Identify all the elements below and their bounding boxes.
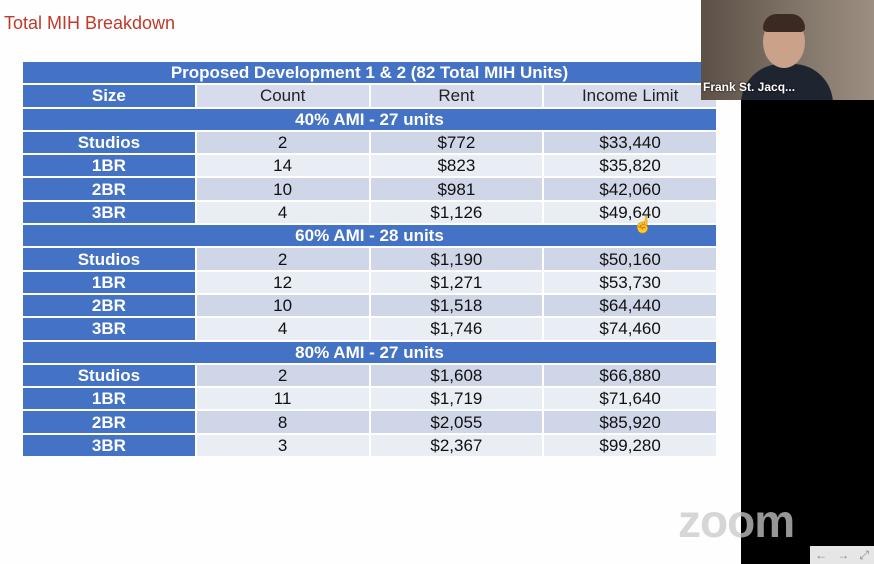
- cell-count: 10: [196, 177, 370, 200]
- group-header-80-ami: [22, 341, 717, 364]
- cell-rent: $1,719: [370, 387, 544, 410]
- cell-size: 3BR: [22, 201, 196, 224]
- table-row: [22, 154, 717, 177]
- participant-name: Frank St. Jacq...: [703, 80, 796, 94]
- arrow-right-icon[interactable]: →: [837, 548, 850, 562]
- cell-size: 1BR: [22, 387, 196, 410]
- header-income-limit: Income Limit: [543, 84, 717, 107]
- table-row: [22, 201, 717, 224]
- cell-income: $66,880: [543, 364, 717, 387]
- cell-size: 2BR: [22, 410, 196, 433]
- slide-nav-controls: [810, 546, 874, 564]
- cell-income: $42,060: [543, 177, 717, 200]
- cell-rent: $1,518: [370, 294, 544, 317]
- cell-income: $99,280: [543, 434, 717, 457]
- cell-size: 1BR: [22, 271, 196, 294]
- arrow-left-icon[interactable]: ←: [815, 548, 828, 562]
- cell-size: 1BR: [22, 154, 196, 177]
- cell-count: 8: [196, 410, 370, 433]
- group-header-60-ami: [22, 224, 717, 247]
- cell-income: $64,440: [543, 294, 717, 317]
- cell-income: $33,440: [543, 131, 717, 154]
- mih-table: [21, 60, 718, 458]
- table-row: [22, 271, 717, 294]
- cell-count: 2: [196, 364, 370, 387]
- cell-rent: $1,746: [370, 317, 544, 340]
- cell-size: 2BR: [22, 177, 196, 200]
- group-label: 80% AMI - 27 units: [22, 341, 717, 364]
- cell-income: $71,640: [543, 387, 717, 410]
- cell-income: $49,640: [543, 201, 717, 224]
- cell-count: 3: [196, 434, 370, 457]
- table-row: [22, 410, 717, 433]
- cell-rent: $2,055: [370, 410, 544, 433]
- cell-count: 2: [196, 247, 370, 270]
- cell-count: 4: [196, 201, 370, 224]
- cell-income: $53,730: [543, 271, 717, 294]
- cell-size: Studios: [22, 364, 196, 387]
- cell-count: 11: [196, 387, 370, 410]
- participant-hair: [763, 14, 805, 32]
- cell-count: 2: [196, 131, 370, 154]
- cell-income: $74,460: [543, 317, 717, 340]
- header-count: Count: [196, 84, 370, 107]
- cell-size: Studios: [22, 247, 196, 270]
- expand-icon[interactable]: ⤢: [859, 547, 869, 562]
- cell-rent: $1,271: [370, 271, 544, 294]
- slide-title: Total MIH Breakdown: [4, 13, 176, 33]
- cell-rent: $2,367: [370, 434, 544, 457]
- table-row: [22, 364, 717, 387]
- hand-cursor-icon: ☝: [633, 217, 653, 234]
- participant-video-tile[interactable]: [701, 0, 874, 100]
- cell-income: $85,920: [543, 410, 717, 433]
- cell-income: $35,820: [543, 154, 717, 177]
- cell-rent: $1,608: [370, 364, 544, 387]
- cell-size: 2BR: [22, 294, 196, 317]
- group-label: 60% AMI - 28 units: [22, 224, 717, 247]
- header-rent: Rent: [370, 84, 544, 107]
- table-row: [22, 434, 717, 457]
- group-label: 40% AMI - 27 units: [22, 108, 717, 131]
- table-banner-row: [22, 61, 717, 84]
- cell-rent: $1,190: [370, 247, 544, 270]
- table-row: [22, 131, 717, 154]
- table-header-row: [22, 84, 717, 107]
- table-row: [22, 317, 717, 340]
- cell-size: 3BR: [22, 434, 196, 457]
- group-header-40-ami: [22, 108, 717, 131]
- cell-rent: $823: [370, 154, 544, 177]
- cell-count: 4: [196, 317, 370, 340]
- table-row: [22, 247, 717, 270]
- table-banner: Proposed Development 1 & 2 (82 Total MIH Units): [22, 61, 717, 84]
- cell-count: 14: [196, 154, 370, 177]
- cell-rent: $1,126: [370, 201, 544, 224]
- cell-count: 12: [196, 271, 370, 294]
- cell-size: 3BR: [22, 317, 196, 340]
- table-row: [22, 387, 717, 410]
- cell-income: $50,160: [543, 247, 717, 270]
- cell-rent: $981: [370, 177, 544, 200]
- table-row: [22, 294, 717, 317]
- cell-count: 10: [196, 294, 370, 317]
- zoom-watermark: zoom: [678, 495, 795, 547]
- header-size: Size: [22, 84, 196, 107]
- cell-size: Studios: [22, 131, 196, 154]
- cell-rent: $772: [370, 131, 544, 154]
- table-row: [22, 177, 717, 200]
